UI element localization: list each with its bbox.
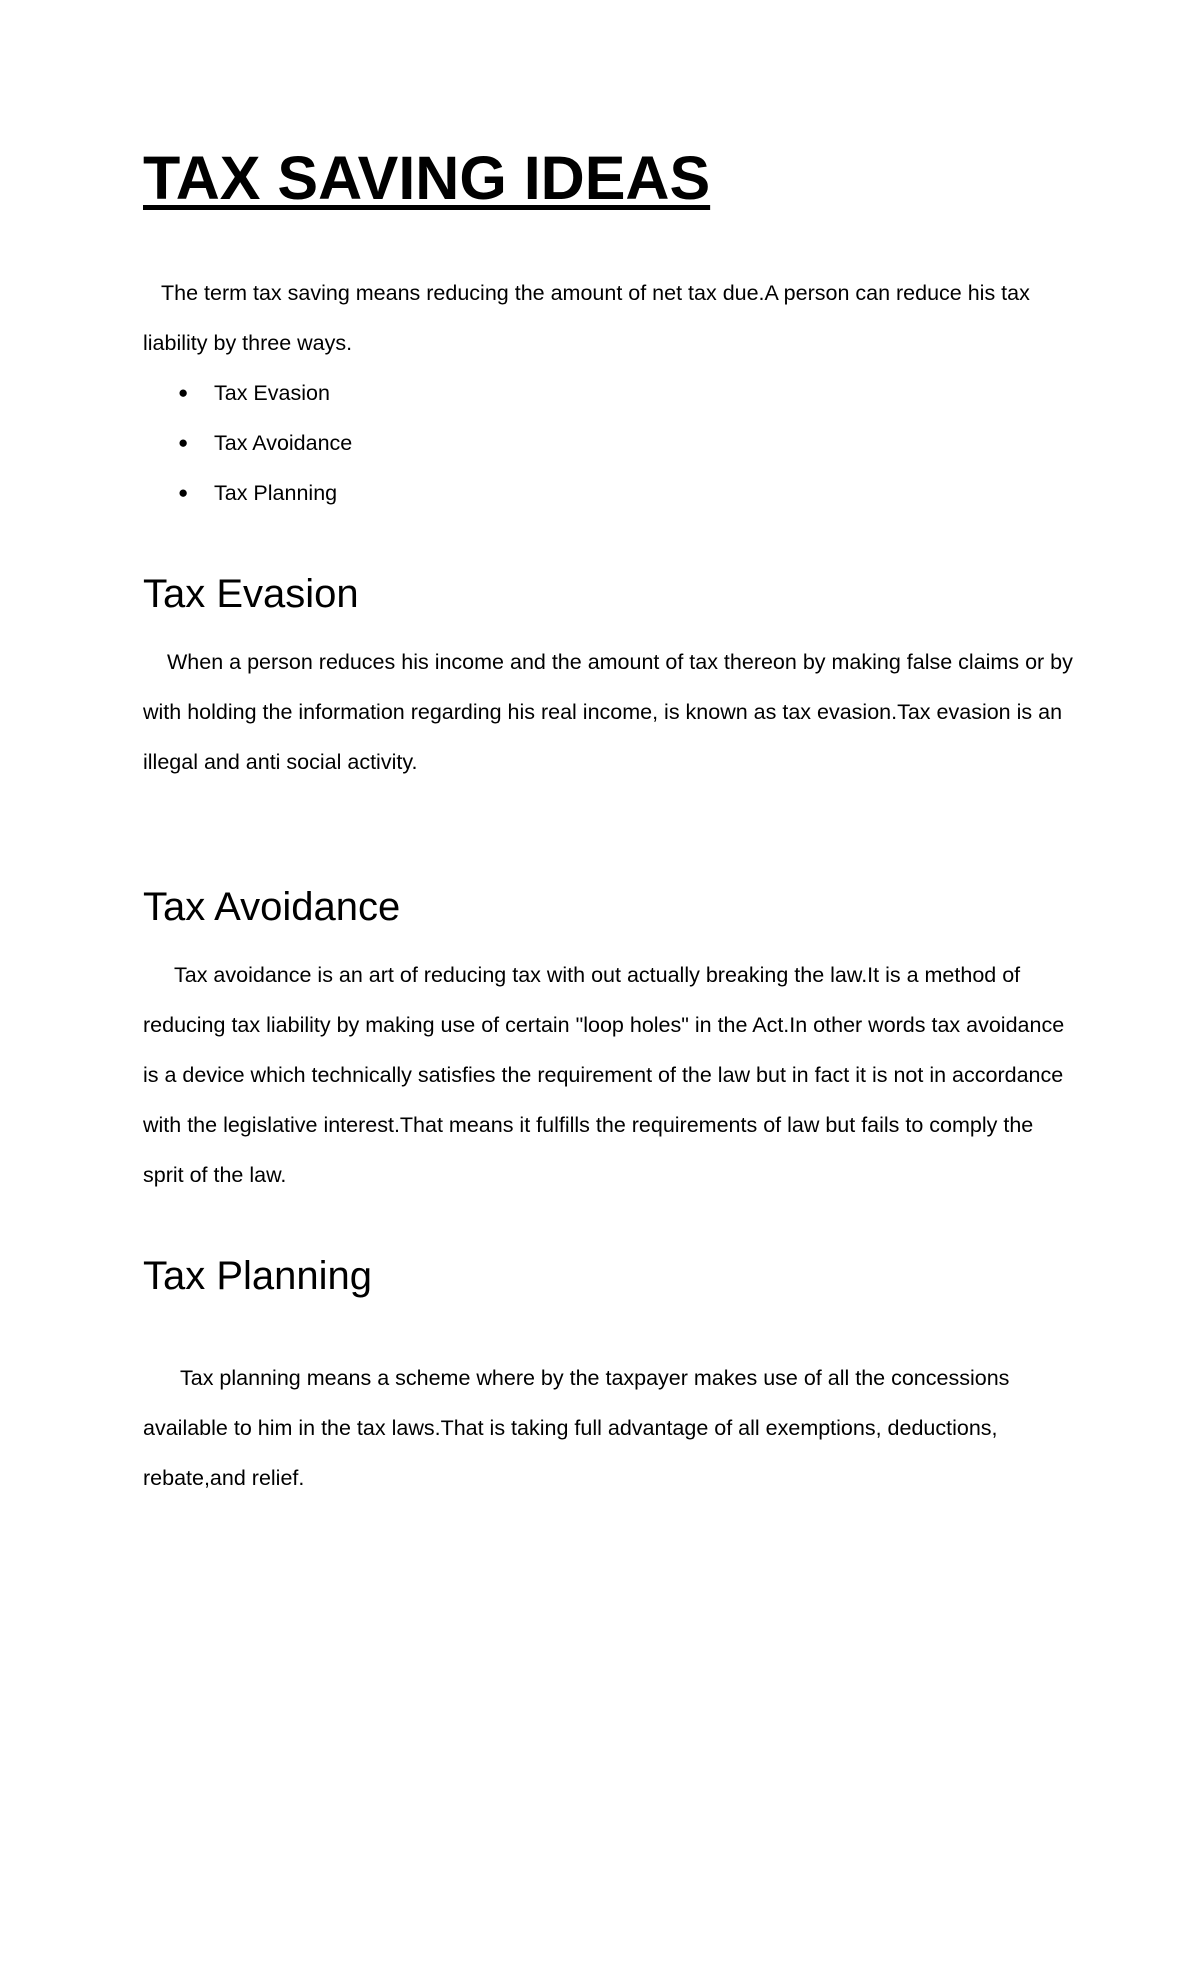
list-item: [143, 468, 1073, 518]
document-content: [143, 142, 1073, 1503]
list-item: [143, 418, 1073, 468]
section-body-tax-evasion: When a person reduces his income and the amount of tax thereon by making false claims or by with holding the information regarding his real income, is known as tax evasion.Tax evasion is an illegal and anti social activity.: [143, 650, 1073, 774]
list-item-label: Tax Planning: [214, 481, 338, 505]
bullet-icon: ●: [178, 483, 189, 502]
section-body-tax-avoidance: Tax avoidance is an art of reducing tax with out actually breaking the law.It is a method of reducing tax liability by making use of certain "loop holes" in the Act.In other words tax avoidance is a device which technically satisfies the requirement of the law but in fact it is not in accordance with the legislative interest.That means it fulfills the requirements of law but fails to comply the sprit of the law.: [143, 963, 1065, 1187]
list-item-label: Tax Evasion: [214, 381, 330, 405]
bullet-icon: ●: [178, 383, 189, 402]
bullet-icon: ●: [178, 433, 189, 452]
list-item-label: Tax Avoidance: [214, 431, 353, 455]
section-heading-tax-evasion: Tax Evasion: [143, 572, 359, 616]
section-body-tax-planning: Tax planning means a scheme where by the taxpayer makes use of all the concessions available to him in the tax laws.That is taking full advantage of all exemptions, deductions, rebate,and relief.: [143, 1366, 1010, 1490]
section-heading-tax-avoidance: Tax Avoidance: [143, 885, 401, 929]
list-item: [143, 368, 1073, 418]
document-title: TAX SAVING IDEAS: [143, 144, 711, 212]
intro-paragraph: The term tax saving means reducing the amount of net tax due.A person can reduce his tax liability by three ways.: [143, 281, 1030, 355]
section-heading-tax-planning: Tax Planning: [143, 1254, 373, 1298]
ways-list: [143, 368, 1073, 518]
